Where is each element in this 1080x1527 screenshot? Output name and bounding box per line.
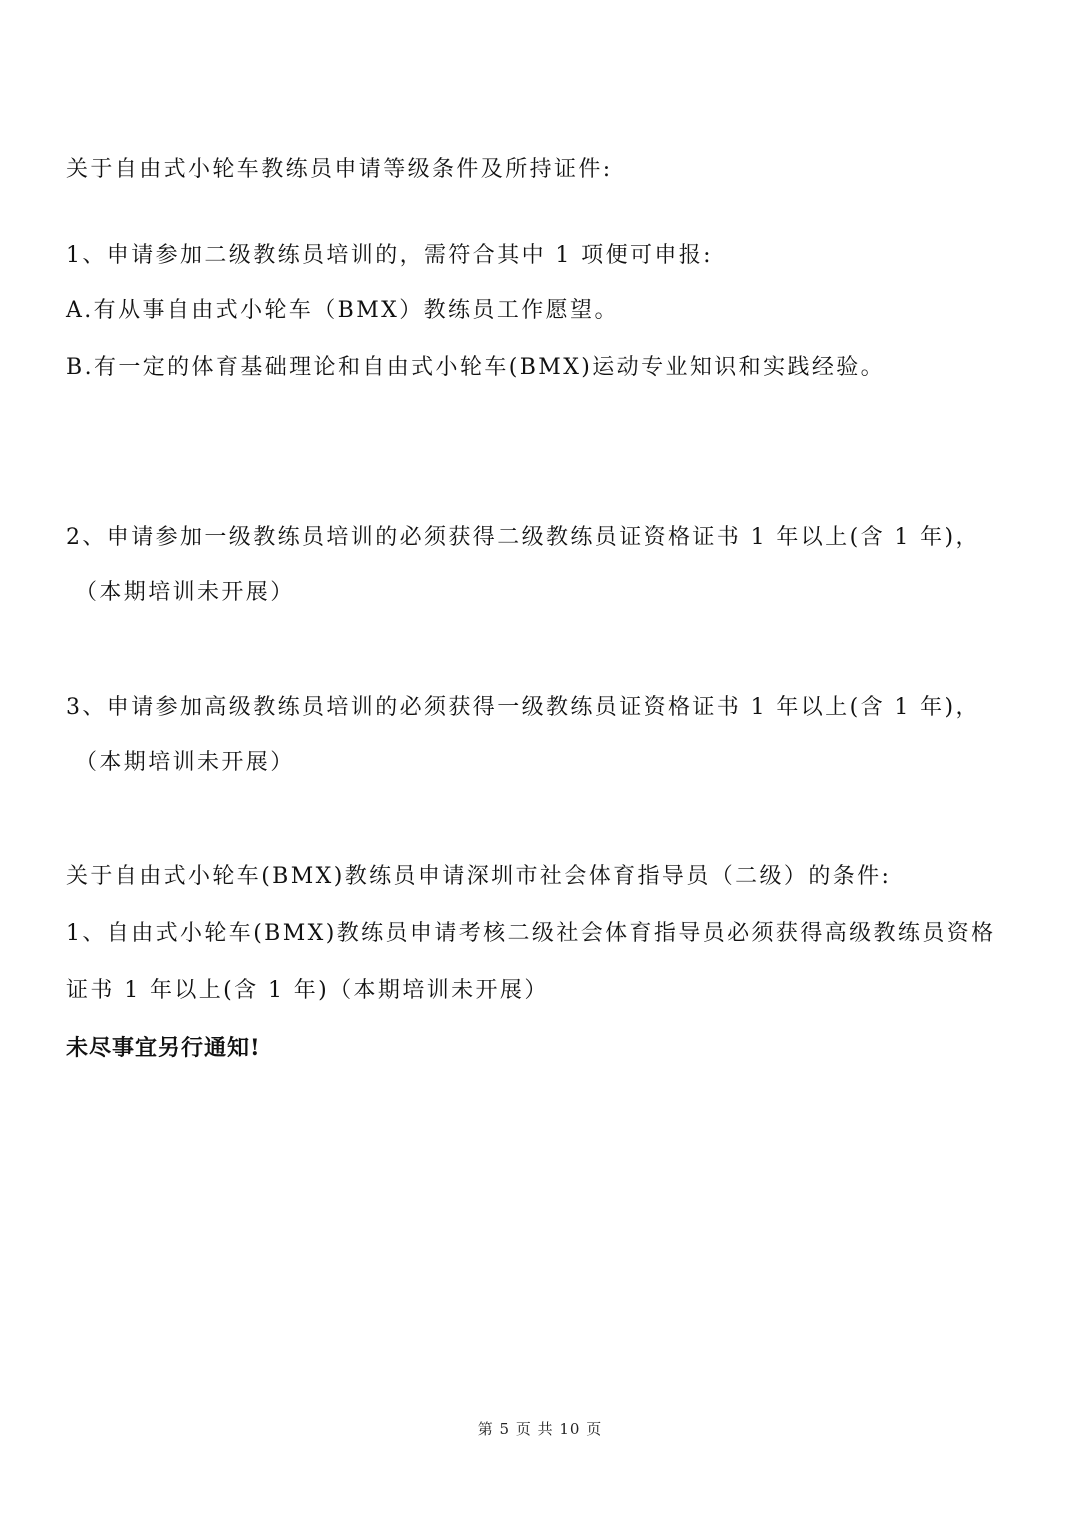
item2-text: 2、申请参加一级教练员培训的必须获得二级教练员证资格证书 1 年以上(含 1 年)，: [66, 525, 980, 550]
option-b: B.有一定的体育基础理论和自由式小轮车(BMX)运动专业知识和实践经验。: [66, 355, 886, 380]
section2-item1-line2: 证书 1 年以上(含 1 年)（本期培训未开展）: [66, 978, 549, 1003]
page-number: 第 5 页 共 10 页: [477, 1420, 603, 1438]
option-a: A.有从事自由式小轮车（BMX）教练员工作愿望。: [66, 298, 619, 323]
section1-heading: 关于自由式小轮车教练员申请等级条件及所持证件:: [66, 157, 613, 182]
item1-text: 1、申请参加二级教练员培训的，需符合其中 1 项便可申报:: [66, 243, 713, 268]
item2-note: （本期培训未开展）: [75, 580, 295, 605]
item3-text: 3、申请参加高级教练员培训的必须获得一级教练员证资格证书 1 年以上(含 1 年)，: [66, 695, 980, 720]
section2-item1-line1: 1、自由式小轮车(BMX)教练员申请考核二级社会体育指导员必须获得高级教练员资格: [66, 921, 996, 946]
closing-notice: 未尽事宜另行通知!: [66, 1035, 261, 1061]
section2-heading: 关于自由式小轮车(BMX)教练员申请深圳市社会体育指导员（二级）的条件:: [66, 864, 892, 889]
item3-note: （本期培训未开展）: [75, 750, 295, 775]
